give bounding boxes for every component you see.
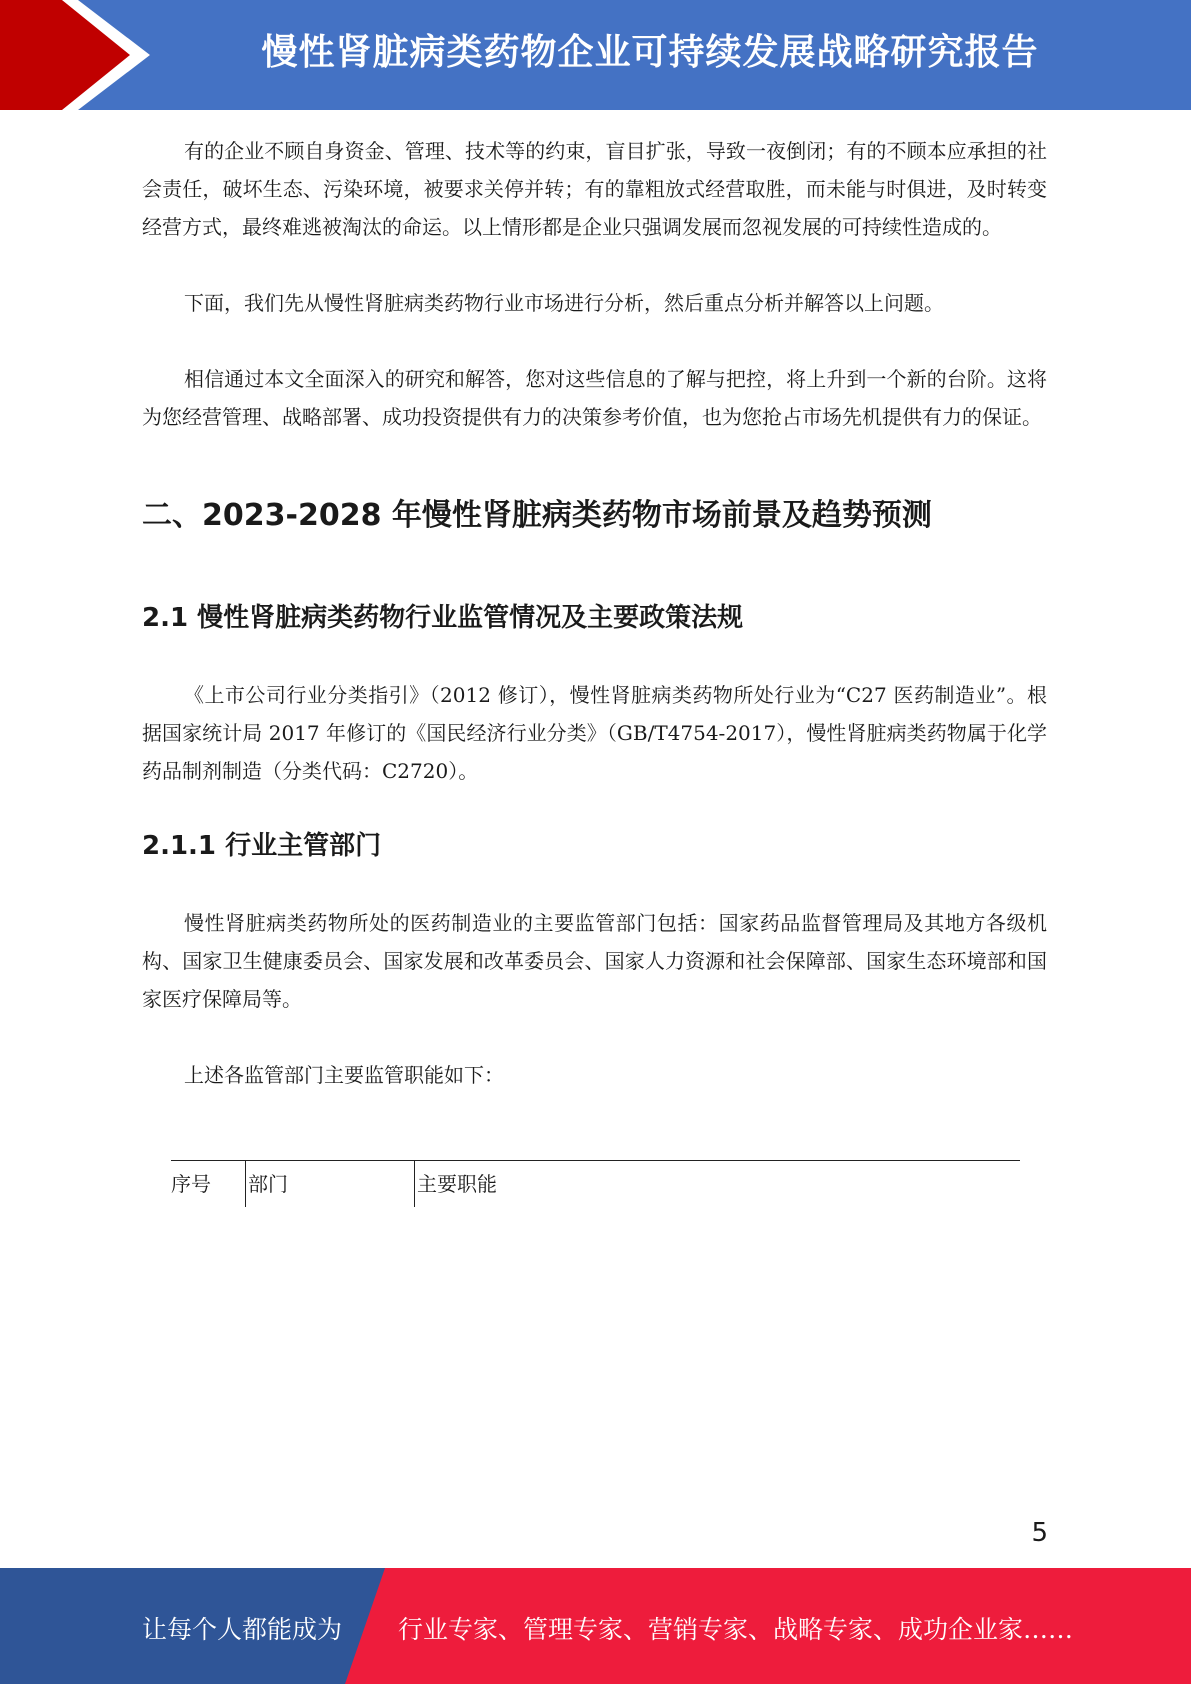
document-body [142, 132, 1047, 1094]
table-header-cell: 序号 [171, 1172, 211, 1196]
page-header [0, 0, 1191, 110]
paragraph: 慢性肾脏病类药物所处的医药制造业的主要监管部门包括：国家药品监督管理局及其地方各级机构、国家卫生健康委员会、国家发展和改革委员会、国家人力资源和社会保障部、国家生态环境部和国家医疗保障局等。 [142, 911, 1047, 1011]
page-footer [0, 1568, 1191, 1684]
regulator-table [171, 1160, 1020, 1207]
footer-slogan-left: 让每个人都能成为 [142, 1615, 343, 1644]
report-title: 慢性肾脏病类药物企业可持续发展战略研究报告 [261, 32, 1039, 73]
table-header-cell: 主要职能 [414, 1161, 1017, 1207]
page-number: 5 [1031, 1518, 1048, 1548]
subsection-heading: 2.1 慢性肾脏病类药物行业监管情况及主要政策法规 [142, 603, 744, 633]
footer-slogan-right: 行业专家、管理专家、营销专家、战略专家、成功企业家…… [398, 1615, 1074, 1644]
section-heading: 二、2023-2028 年慢性肾脏病类药物市场前景及趋势预测 [142, 498, 932, 533]
table-header-cell: 部门 [245, 1161, 414, 1207]
header-red-chevron [0, 0, 150, 110]
paragraph: 有的企业不顾自身资金、管理、技术等的约束，盲目扩张，导致一夜倒闭；有的不顾本应承担的社会责任，破坏生态、污染环境，被要求关停并转；有的靠粗放式经营取胜，而未能与时俱进，及时转变经营方式，最终难逃被淘汰的命运。以上情形都是企业只强调发展而忽视发展的可持续性造成的。 [142, 139, 1047, 239]
paragraph: 《上市公司行业分类指引》（2012 修订），慢性肾脏病类药物所处行业为“C27 医药制造业”。根据国家统计局 2017 年修订的《国民经济行业分类》（GB/T4754-2017），慢性肾脏病类药物属于化学药品制剂制造（分类代码：C2720）。 [142, 683, 1047, 783]
paragraph: 相信通过本文全面深入的研究和解答，您对这些信息的了解与把控，将上升到一个新的台阶。这将为您经营管理、战略部署、成功投资提供有力的决策参考价值，也为您抢占市场先机提供有力的保证。 [142, 367, 1047, 429]
subsubsection-heading: 2.1.1 行业主管部门 [142, 831, 382, 861]
paragraph: 上述各监管部门主要监管职能如下： [184, 1063, 504, 1087]
paragraph: 下面，我们先从慢性肾脏病类药物行业市场进行分析，然后重点分析并解答以上问题。 [184, 291, 944, 315]
